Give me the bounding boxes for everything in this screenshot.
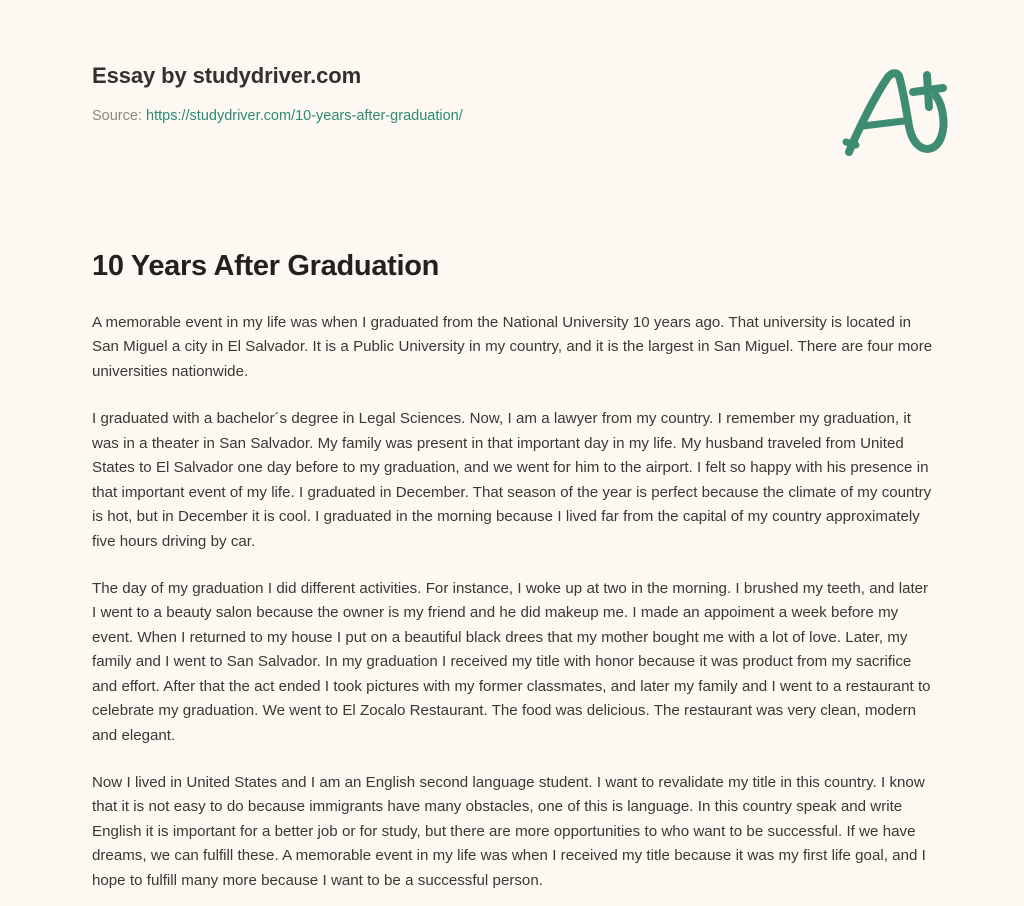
essay-body [92,311,934,893]
source-line [92,107,463,126]
header-text-block [92,62,463,125]
source-url-link[interactable]: https://studydriver.com/10-years-after-graduation/ [146,107,463,124]
source-label: Source: [92,107,142,124]
page-header [92,62,962,160]
paragraph: The day of my graduation I did different activities. For instance, I woke up at two in the morning. I brushed my teeth, and later I went to a beauty salon because the owner is my friend and he did makeup me. I made an appoiment a week before my event. When I returned to my house I put on a beautiful black drees that my mother bought me with a lot of love. Later, my family and I went to San Salvador. In my graduation I received my title with honor because it was product from my sacrifice and effort. After that the act ended I took pictures with my former classmates, and later my family and I went to a restaurant to celebrate my graduation. We went to El Zocalo Restaurant. The food was delicious. The restaurant was very clean, modern and elegant. [92,579,931,744]
page-title: 10 Years After Graduation [92,250,440,282]
paragraph: A memorable event in my life was when I graduated from the National University 10 years ago. That university is located in San Miguel a city in El Salvador. It is a Public University in my country, and it is the largest in San Miguel. There are four more universities nationwide. [92,314,933,380]
a-plus-logo-icon [836,64,956,160]
paragraph: I graduated with a bachelor´s degree in Legal Sciences. Now, I am a lawyer from my country. I remember my graduation, it was in a theater in San Salvador. My family was present in that important day in my life. My husband traveled from United States to El Salvador one day before to my graduation, and we went for him to the airport. I felt so happy with his presence in that important event of my life. I graduated in December. That season of the year is perfect because the climate of my country is hot, but in December it is cool. I graduated in the morning because I lived far from the capital of my country approximately five hours driving by car. [92,410,932,550]
paragraph: Now I lived in United States and I am an English second language student. I want to revalidate my title in this country. I know that it is not easy to do because immigrants have many obstacles, one of this is language. In this country speak and write English it is important for a better job or for study, but there are more opportunities to who want to be successful. If we have dreams, we can fulfill these. A memorable event in my life was when I received my title because it was my first life goal, and I hope to fulfill many more because I want to be a successful person. [92,774,926,889]
byline: Essay by studydriver.com [92,63,362,88]
